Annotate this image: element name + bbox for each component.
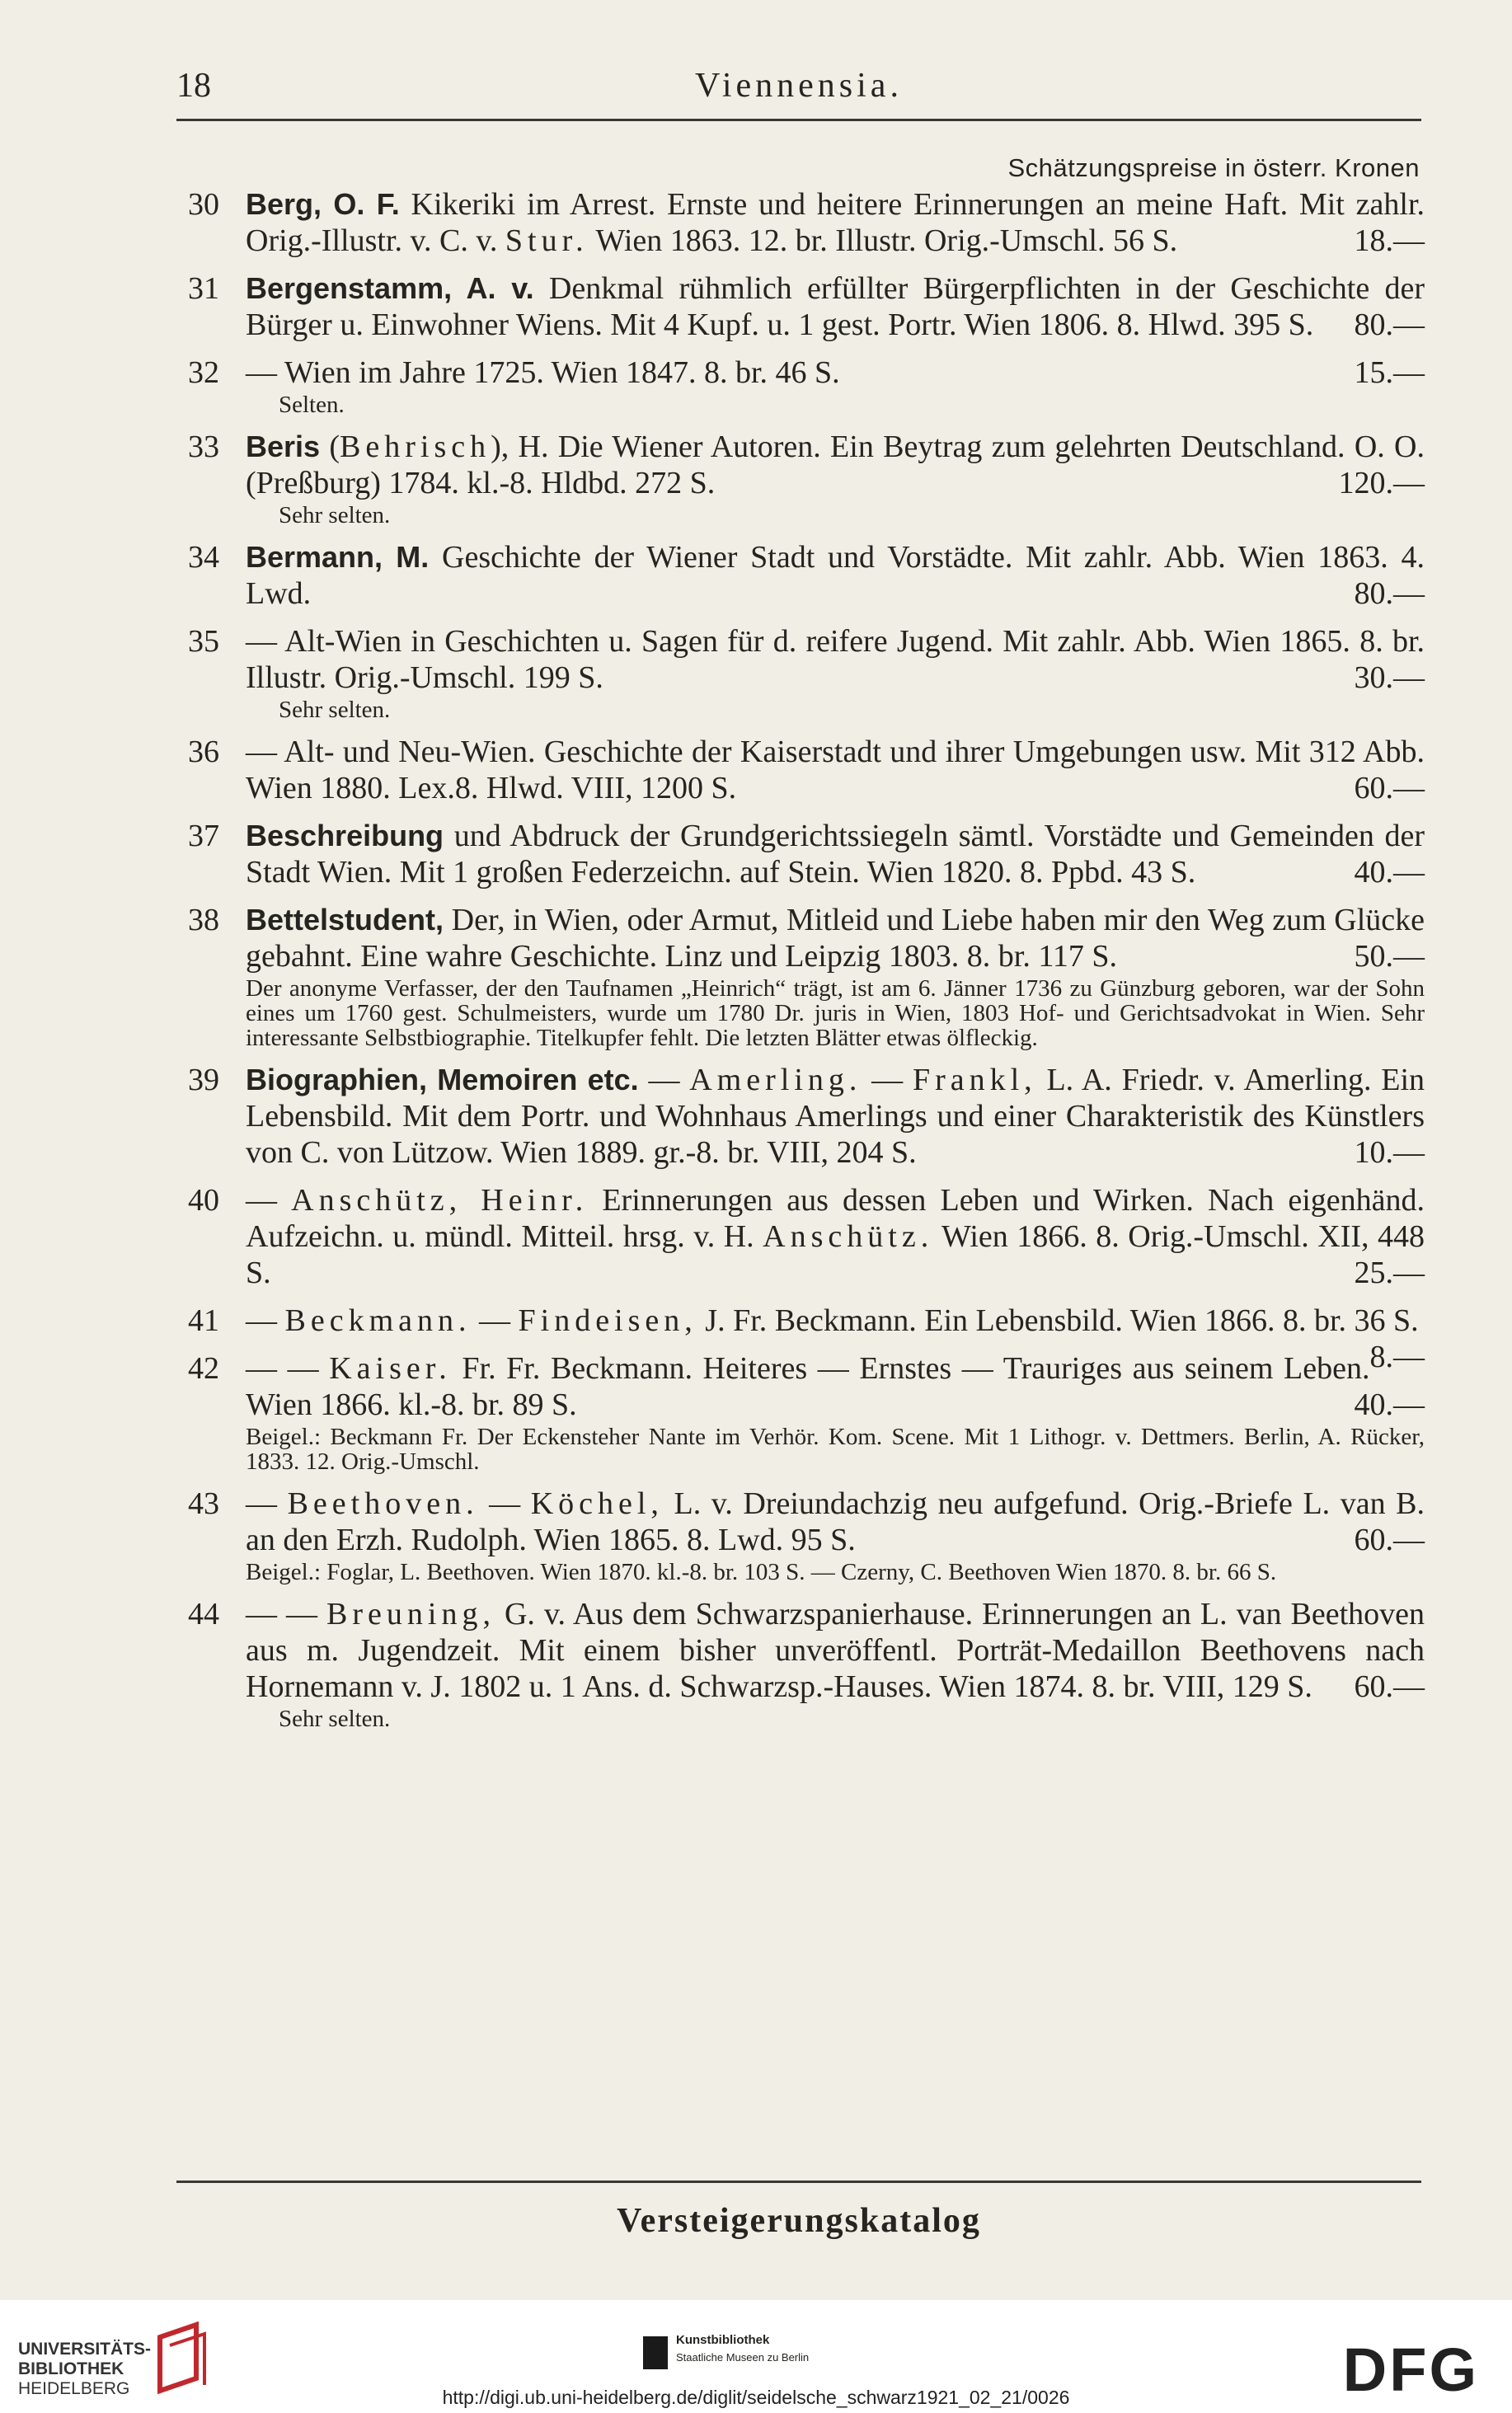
entry-text — [246, 902, 1425, 974]
entry-number: 37 — [188, 819, 219, 853]
entry-keyword: Beschreibung — [246, 819, 444, 852]
running-title: Viennensia. — [695, 67, 903, 105]
entry-number: 35 — [188, 624, 219, 659]
entry-note: Beigel.: Foglar, L. Beethoven. Wien 1870. kl.-8. br. 103 S. — Czerny, C. Beethoven Wien 1870. 8. br. 66 S. — [246, 1559, 1277, 1585]
entry-text — [246, 623, 1425, 696]
entry-number: 43 — [188, 1486, 219, 1521]
entry-description: ( — [320, 430, 340, 464]
entry-price: 40.— — [1354, 1387, 1425, 1422]
entry-price: 60.— — [1354, 771, 1425, 805]
entry-price: 18.— — [1354, 223, 1425, 258]
catalog-entry — [188, 902, 1425, 1050]
entry-text — [246, 1486, 1425, 1558]
ub-line-1: UNIVERSITÄTS- — [18, 2340, 152, 2359]
entry-keyword: Beris — [246, 430, 321, 463]
entry-author: Amerling. — [689, 1063, 862, 1097]
entry-text — [246, 1182, 1425, 1291]
entry-number: 41 — [188, 1303, 219, 1338]
entry-description: — Alt- und Neu-Wien. Geschichte der Kaiserstadt und ihrer Umgebungen usw. Mit 312 Abb. Wien 1880. Lex.8. Hlwd. VIII, 1200 S. — [246, 735, 1425, 805]
entry-note: Der anonyme Verfasser, der den Taufnamen „Heinrich“ trägt, ist am 6. Jänner 1736 zu Günzburg geboren, war der Sohn eines um 1760 gest. Schulmeisters, wurde um 1780 Dr. juris in Wien, 1803 Hof- und Gerichtsadvokat in Wien. Sehr interessante Selbstbiographie. Titelkupfer fehlt. Die letzten Blätter etwas ölfleckig. — [246, 975, 1425, 1051]
catalog-entry — [188, 539, 1425, 612]
entry-note: Sehr selten. — [279, 697, 391, 723]
entry-author: Anschütz, Heinr. — [291, 1183, 589, 1218]
entry-author: Frankl, — [912, 1063, 1037, 1097]
entry-text — [246, 429, 1425, 501]
catalog-entry — [188, 1182, 1425, 1291]
entry-text — [246, 1350, 1425, 1423]
entry-price: 60.— — [1354, 1523, 1425, 1557]
entry-number: 38 — [188, 903, 219, 937]
running-header — [176, 66, 1421, 121]
entry-number: 42 — [188, 1351, 219, 1386]
entry-keyword: Biographien, Memoiren etc. — [246, 1063, 639, 1096]
entry-description: J. Fr. Beckmann. Ein Lebensbild. Wien 1866. 8. br. 36 S. — [697, 1303, 1419, 1338]
entry-keyword: Berg, O. F. — [246, 187, 400, 221]
entry-text — [246, 1596, 1425, 1705]
catalog-entry — [188, 734, 1425, 806]
kb-logo-icon — [643, 2336, 668, 2369]
catalog-entry — [188, 818, 1425, 890]
entry-number: 32 — [188, 355, 219, 390]
entry-price: 40.— — [1354, 855, 1425, 890]
entry-number: 39 — [188, 1063, 219, 1097]
entry-number: 36 — [188, 735, 219, 769]
entry-description: L. A. Friedr. v. Amerling. Ein Lebensbild. Mit dem Portr. und Wohnhaus Amerlings und einer Charakteristik des Künstlers von C. von Lützow. Wien 1889. gr.-8. br. VIII, 204 S. — [246, 1063, 1425, 1170]
entry-description: — — [471, 1303, 519, 1338]
entry-author: Anschütz. — [763, 1219, 934, 1254]
entry-description: Der, in Wien, oder Armut, Mitleid und Liebe haben mir den Weg zum Glücke gebahnt. Eine wahre Geschichte. Linz und Leipzig 1803. 8. br. 117 S. — [246, 903, 1425, 974]
entry-note: Beigel.: Beckmann Fr. Der Eckensteher Nante im Verhör. Kom. Scene. Mit 1 Lithogr. v. Dettmers. Berlin, A. Rücker, 1833. 12. Orig.-Umschl. — [246, 1424, 1425, 1475]
entry-description: — — [246, 1486, 288, 1521]
entry-description: Wien 1866. 8. Orig.-Umschl. XII, 448 S. — [246, 1219, 1425, 1290]
page-number: 18 — [176, 67, 211, 105]
ub-logo-icon — [153, 2321, 211, 2395]
entry-price: 80.— — [1354, 576, 1425, 611]
catalog-entry — [188, 354, 1425, 417]
entry-author: Stur. — [505, 223, 589, 258]
catalog-entry — [188, 1062, 1425, 1171]
entry-description: Fr. Fr. Beckmann. Heiteres — Ernstes — Trauriges aus seinem Leben. Wien 1866. kl.-8. br. 89 S. — [246, 1351, 1370, 1422]
entry-description: und Abdruck der Grundgerichtssiegeln sämtl. Vorstädte und Gemeinden der Stadt Wien. Mit 1 großen Federzeichn. auf Stein. Wien 1820. 8. Ppbd. 43 S. — [246, 819, 1425, 890]
entry-description: — Alt-Wien in Geschichten u. Sagen für d. reifere Jugend. Mit zahlr. Abb. Wien 1865. 8. br. Illustr. Orig.-Umschl. 199 S. — [246, 624, 1425, 695]
entry-text — [246, 1062, 1425, 1171]
entry-description: — — [638, 1063, 690, 1097]
entry-description: — — [246, 1183, 292, 1218]
entry-price: 25.— — [1354, 1256, 1425, 1290]
entry-keyword: Bermann, M. — [246, 540, 430, 574]
entry-description: — — [478, 1486, 531, 1521]
entry-text — [246, 818, 1425, 890]
entry-note: Sehr selten. — [279, 1706, 391, 1732]
entry-number: 34 — [188, 540, 219, 575]
entry-price: 30.— — [1354, 660, 1425, 695]
entry-description: — — — [246, 1597, 327, 1631]
footer-rule — [176, 2181, 1421, 2183]
entry-number: 31 — [188, 271, 219, 306]
entry-text — [246, 270, 1425, 343]
price-column-heading: Schätzungspreise in österr. Kronen — [1007, 153, 1420, 182]
entry-number: 44 — [188, 1597, 219, 1631]
entry-description: Geschichte der Wiener Stadt und Vorstädte. Mit zahlr. Abb. Wien 1863. 4. Lwd. — [246, 540, 1425, 611]
catalog-entry — [188, 1486, 1425, 1584]
entry-note: Sehr selten. — [279, 502, 391, 528]
catalog-entry — [188, 270, 1425, 343]
entry-description: ), H. Die Wiener Autoren. Ein Beytrag zum gelehrten Deutschland. O. O. (Preßburg) 1784. kl.-8. Hldbd. 272 S. — [246, 430, 1425, 500]
catalog-entry — [188, 1350, 1425, 1474]
entry-author: Kaiser. — [329, 1351, 452, 1386]
entry-description: Denkmal rühmlich erfüllter Bürgerpflichten in der Geschichte der Bürger u. Einwohner Wiens. Mit 4 Kupf. u. 1 gest. Portr. Wien 1806. 8. Hlwd. 395 S. — [246, 271, 1425, 342]
entry-keyword: Bergenstamm, A. v. — [246, 271, 534, 305]
entry-description: Erinnerungen aus dessen Leben und Wirken. Nach eigenhänd. Aufzeichn. u. mündl. Mitteil. hrsg. v. H. — [246, 1183, 1425, 1254]
catalog-entry — [188, 623, 1425, 722]
entry-author: Behrisch — [340, 430, 491, 464]
entry-price: 80.— — [1354, 307, 1425, 342]
permalink-url[interactable]: http://digi.ub.uni-heidelberg.de/diglit/seidelsche_schwarz1921_02_21/0026 — [442, 2387, 1070, 2408]
ub-line-2: BIBLIOTHEK — [18, 2359, 124, 2378]
entry-description: L. v. Dreiundachzig neu aufgefund. Orig.-Briefe L. van B. an den Erzh. Rudolph. Wien 1865. 8. Lwd. 95 S. — [246, 1486, 1425, 1557]
entry-author: Beethoven. — [287, 1486, 479, 1521]
entry-number: 33 — [188, 430, 219, 464]
entry-text — [246, 186, 1425, 259]
footer-title: Versteigerungskatalog — [617, 2202, 981, 2240]
entry-text — [246, 354, 1425, 391]
entry-price: 120.— — [1338, 466, 1425, 500]
entry-number: 30 — [188, 187, 219, 222]
entry-author: Köchel, — [530, 1486, 664, 1521]
entry-description: Wien 1863. 12. br. Illustr. Orig.-Umschl. 56 S. — [588, 223, 1178, 258]
entry-text — [246, 539, 1425, 612]
kb-line-1: Kunstbibliothek — [676, 2333, 770, 2347]
entry-description: — — [246, 1303, 285, 1338]
dfg-logo[interactable]: DFG — [1342, 2336, 1479, 2404]
catalog-entry — [188, 186, 1425, 259]
entry-description: Kikeriki im Arrest. Ernste und heitere Erinnerungen an meine Haft. Mit zahlr. Orig.-Illustr. v. C. v. — [246, 187, 1425, 258]
entry-text — [246, 734, 1425, 806]
entry-price: 10.— — [1354, 1135, 1425, 1170]
entry-number: 40 — [188, 1183, 219, 1218]
catalog-entry — [188, 429, 1425, 528]
entry-description: — — [862, 1063, 913, 1097]
entry-price: 60.— — [1354, 1669, 1425, 1704]
catalog-entries — [188, 186, 1425, 1743]
entry-author: Breuning, — [326, 1597, 495, 1631]
viewer-footer-bar — [0, 2300, 1512, 2413]
entry-price: 8.— — [1369, 1340, 1425, 1374]
entry-note: Selten. — [279, 392, 345, 418]
entry-price: 15.— — [1354, 355, 1425, 390]
entry-author: Beckmann. — [284, 1303, 472, 1338]
entry-description: G. v. Aus dem Schwarzspanierhause. Erinnerungen an L. van Beethoven aus m. Jugendzeit. Mit einem bisher unveröffentl. Porträt-Medaillon Beethovens nach Hornemann v. J. 1802 u. 1 Ans. d. Schwarzsp.-Hauses. Wien 1874. 8. br. VIII, 129 S. — [246, 1597, 1425, 1704]
ub-line-3: HEIDELBERG — [18, 2379, 130, 2398]
entry-description: — Wien im Jahre 1725. Wien 1847. 8. br. 46 S. — [246, 355, 840, 390]
entry-description: — — — [246, 1351, 330, 1386]
catalog-entry — [188, 1596, 1425, 1731]
entry-author: Findeisen, — [518, 1303, 697, 1338]
kb-line-2: Staatliche Museen zu Berlin — [676, 2351, 810, 2364]
entry-keyword: Bettelstudent, — [246, 903, 444, 937]
entry-price: 50.— — [1354, 939, 1425, 974]
